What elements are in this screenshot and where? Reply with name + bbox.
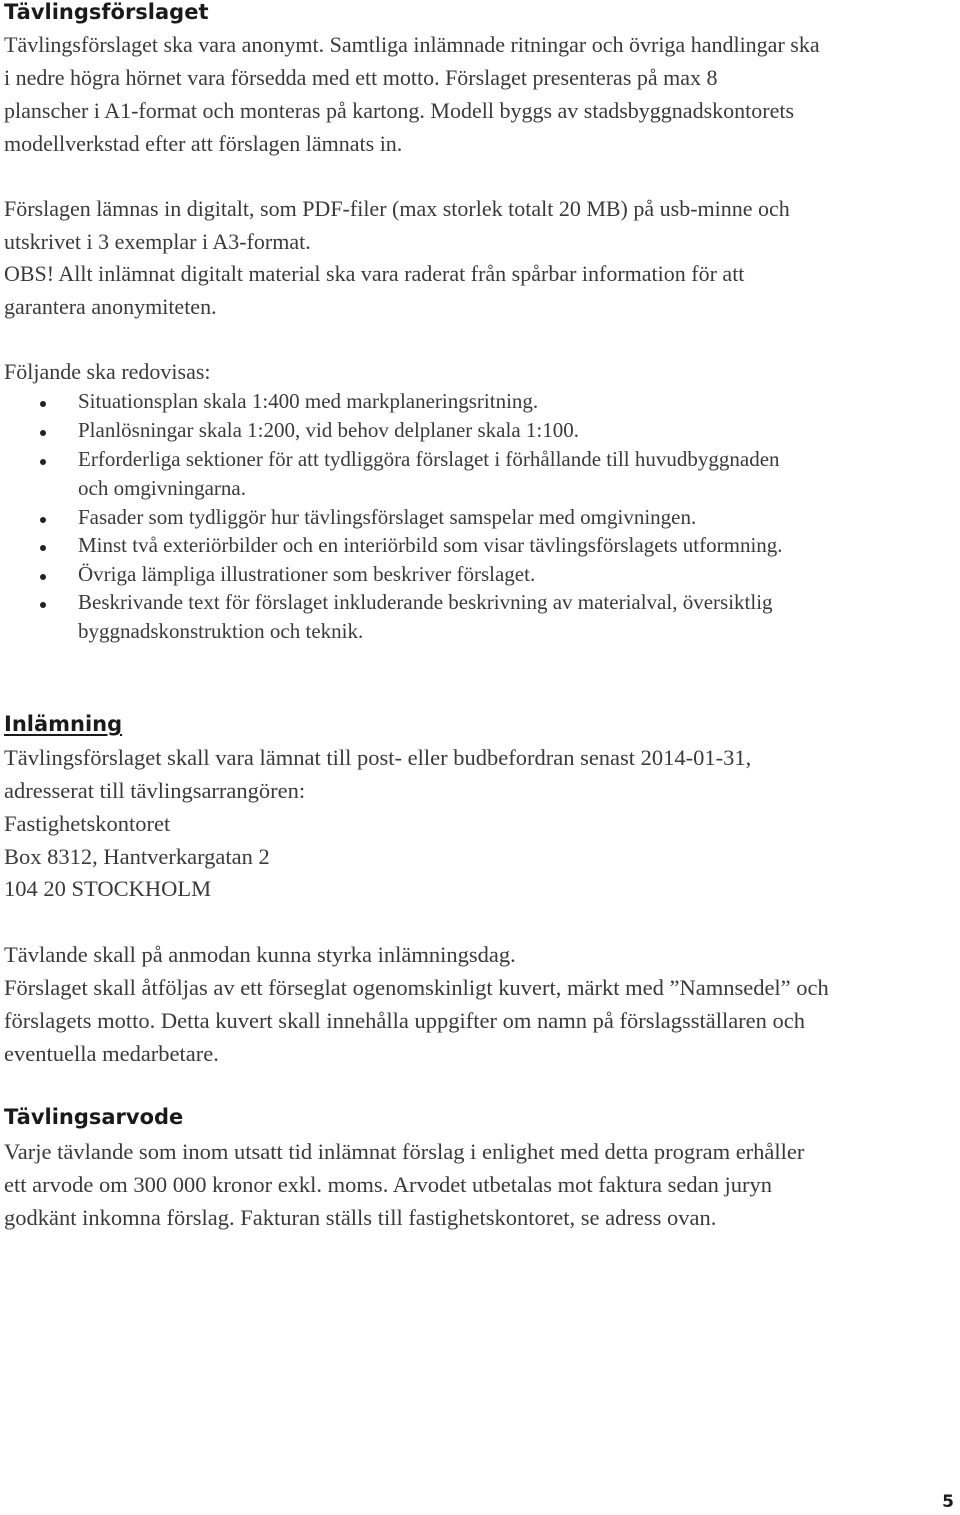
list-intro: Följande ska redovisas:: [4, 359, 211, 384]
address-line: Box 8312, Hantverkargatan 2: [4, 844, 270, 869]
list-item-text: Fasader som tydliggör hur tävlingsförslaget samspelar med omgivningen.: [78, 505, 697, 529]
paragraph-line: Tävlingsförslaget ska vara anonymt. Samtliga inlämnade ritningar och övriga handlingar ska: [4, 32, 820, 57]
address-line: Fastighetskontoret: [4, 811, 171, 836]
paragraph-line: godkänt inkomna förslag. Fakturan ställs till fastighetskontoret, se adress ovan.: [4, 1205, 717, 1230]
list-item-text: Minst två exteriörbilder och en interiörbild som visar tävlingsförslagets utformning.: [78, 533, 783, 557]
list-item-text: Beskrivande text för förslaget inkluderande beskrivning av materialval, översiktlig: [78, 590, 773, 614]
list-item-text: och omgivningarna.: [78, 476, 246, 500]
bullet-icon: [40, 401, 46, 407]
list-item-text: Erforderliga sektioner för att tydliggöra förslaget i förhållande till huvudbyggnaden: [78, 447, 780, 471]
section-heading-inlamning: Inlämning: [4, 712, 123, 736]
paragraph-line: Förslaget skall åtföljas av ett förseglat ogenomskinligt kuvert, märkt med ”Namnsedel” och: [4, 975, 829, 1000]
paragraph-line: garantera anonymiteten.: [4, 294, 217, 319]
paragraph-line: ett arvode om 300 000 kronor exkl. moms. Arvodet utbetalas mot faktura sedan juryn: [4, 1172, 772, 1197]
bullet-icon: [40, 545, 46, 551]
paragraph-line: förslagets motto. Detta kuvert skall innehålla uppgifter om namn på förslagsställaren och: [4, 1008, 806, 1033]
paragraph-line: modellverkstad efter att förslagen lämnats in.: [4, 131, 403, 156]
bullet-icon: [40, 459, 46, 465]
address-line: 104 20 STOCKHOLM: [4, 876, 212, 901]
list-item-text: Övriga lämpliga illustrationer som beskriver förslaget.: [78, 562, 536, 586]
bullet-icon: [40, 602, 46, 608]
list-item-text: Planlösningar skala 1:200, vid behov delplaner skala 1:100.: [78, 418, 579, 442]
paragraph-line: Förslagen lämnas in digitalt, som PDF-filer (max storlek totalt 20 MB) på usb-minne och: [4, 196, 790, 221]
page-number: 5: [942, 1492, 954, 1512]
paragraph-line: adresserat till tävlingsarrangören:: [4, 778, 306, 803]
bullet-icon: [40, 430, 46, 436]
list-item-text: byggnadskonstruktion och teknik.: [78, 619, 364, 643]
paragraph-line: OBS! Allt inlämnat digitalt material ska vara raderat från spårbar information för att: [4, 261, 745, 286]
paragraph-line: Varje tävlande som inom utsatt tid inlämnat förslag i enlighet med detta program erhåller: [4, 1139, 805, 1164]
paragraph-line: Tävlingsförslaget skall vara lämnat till post- eller budbefordran senast 2014-01-31,: [4, 745, 752, 770]
section-heading-tavlingsarvode: Tävlingsarvode: [4, 1105, 184, 1129]
bullet-icon: [40, 517, 46, 523]
section-heading-tavlingsforslaget: Tävlingsförslaget: [4, 0, 209, 24]
paragraph-line: utskrivet i 3 exemplar i A3-format.: [4, 229, 311, 254]
paragraph-line: planscher i A1-format och monteras på kartong. Modell byggs av stadsbyggnadskontorets: [4, 98, 795, 123]
list-item-text: Situationsplan skala 1:400 med markplaneringsritning.: [78, 389, 539, 413]
paragraph-line: eventuella medarbetare.: [4, 1041, 219, 1066]
paragraph-line: Tävlande skall på anmodan kunna styrka inlämningsdag.: [4, 942, 516, 967]
bullet-icon: [40, 574, 46, 580]
paragraph-line: i nedre högra hörnet vara försedda med ett motto. Förslaget presenteras på max 8: [4, 65, 718, 90]
